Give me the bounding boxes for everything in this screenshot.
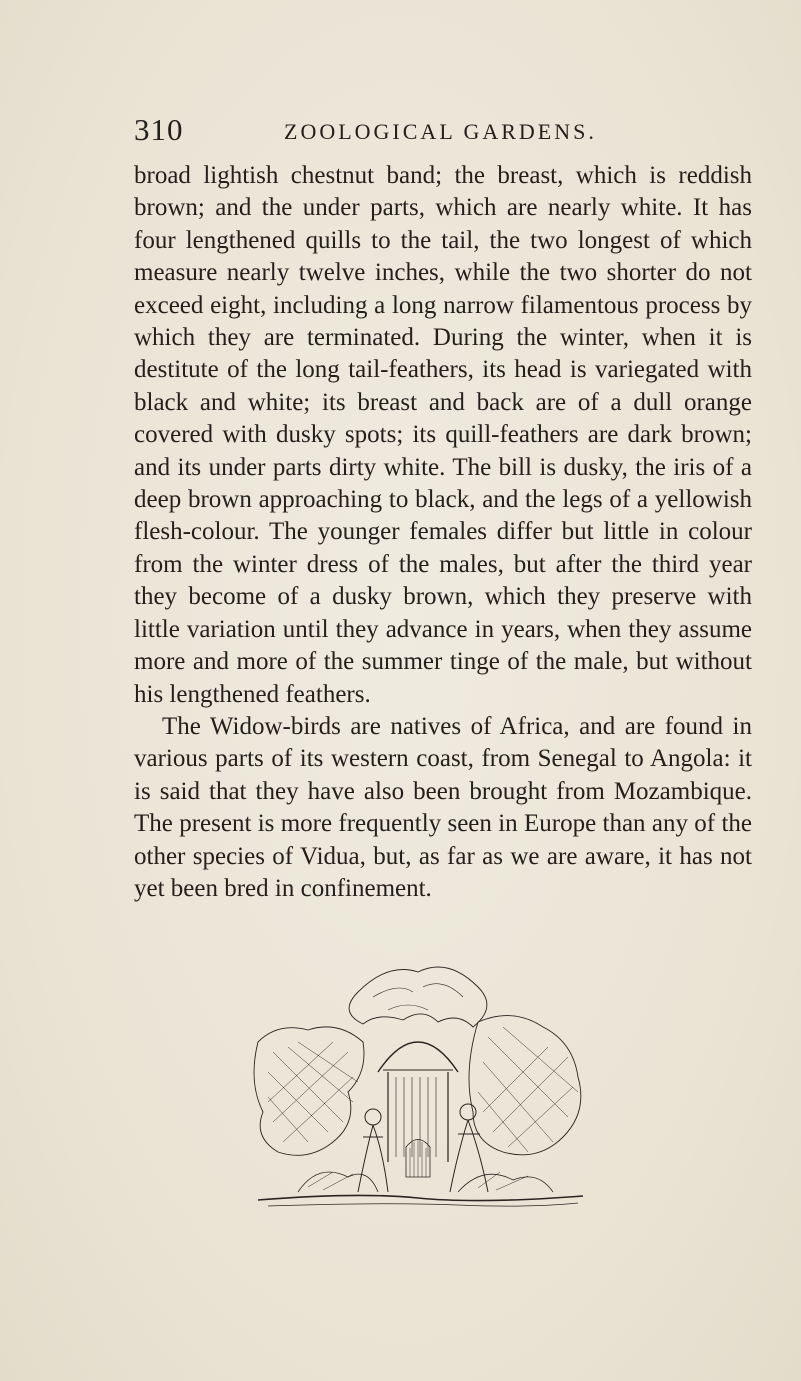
- running-head: ZOOLOGICAL GARDENS.: [284, 119, 597, 144]
- page-header: [134, 112, 754, 160]
- engraved-vignette-icon: [238, 952, 598, 1214]
- body-text: [134, 160, 752, 905]
- paragraph-2: The Widow-birds are natives of Africa, and are found in various parts of its western coast, from Senegal to Angola: it is said that they have also been brought from Mozambique. The present is more frequently seen in Europe than any of the other species of Vidua, but, as far as we are aware, it has not yet been bred in confinement.: [134, 712, 752, 902]
- paragraph-1: broad lightish chestnut band; the breast, which is reddish brown; and the under parts, which are nearly white. It has four lengthened quills to the tail, the two longest of which measure nearly twelve inches, while the two shorter do not exceed eight, including a long narrow filamentous process by which they are terminated. During the winter, when it is destitute of the long tail-feathers, its head is variegated with black and white; its breast and back are of a dull orange covered with dusky spots; its quill-feathers are dark brown; and its under parts dirty white. The bill is dusky, the iris of a deep brown approaching to black, and the legs of a yellowish flesh-colour. The younger females differ but little in colour from the winter dress of the males, but after the third year they become of a dusky brown, which they preserve with little variation until they advance in years, when they assume more and more of the summer tinge of the male, but without his lengthened feathers.: [134, 162, 752, 708]
- page-number: 310: [134, 112, 184, 147]
- vignette-illustration: [238, 952, 598, 1214]
